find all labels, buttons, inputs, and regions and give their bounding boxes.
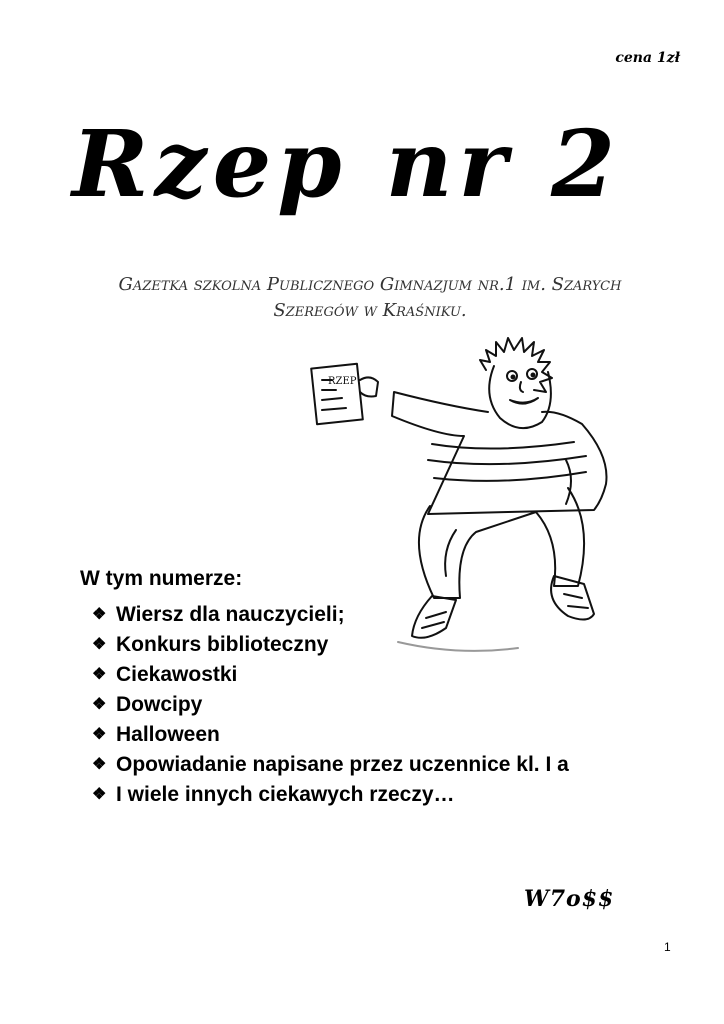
list-item	[92, 660, 569, 690]
contents-item-label: I wiele innych ciekawych rzeczy…	[116, 783, 455, 806]
contents-item-label: Opowiadanie napisane przez uczennice kl. I a	[116, 753, 569, 776]
newspaper-subtitle: Gazetka szkolna Publicznego Gimnazjum nr.1 im. Szarych Szeregów w Kraśniku.	[118, 274, 622, 321]
diamond-bullet-icon: ❖	[92, 606, 107, 623]
contents-item-label: Halloween	[116, 723, 220, 746]
diamond-bullet-icon: ❖	[92, 756, 107, 773]
list-item	[92, 780, 569, 810]
page-number: 1	[664, 940, 671, 954]
newspaper-title: Rzep nr 2	[72, 110, 621, 218]
contents-item-label: Wiersz dla nauczycieli;	[116, 603, 345, 626]
list-item	[92, 720, 569, 750]
contents-item-label: Dowcipy	[116, 693, 203, 716]
price-label: cena 1zł	[615, 50, 680, 66]
diamond-bullet-icon: ❖	[92, 786, 107, 803]
contents-heading: W tym numerze:	[80, 567, 243, 590]
diamond-bullet-icon: ❖	[92, 636, 107, 653]
diamond-bullet-icon: ❖	[92, 666, 107, 683]
list-item	[92, 750, 569, 780]
list-item	[92, 630, 569, 660]
diamond-bullet-icon: ❖	[92, 726, 107, 743]
list-item	[92, 690, 569, 720]
list-item	[92, 600, 569, 630]
contents-item-label: Konkurs biblioteczny	[116, 633, 329, 656]
contents-item-label: Ciekawostki	[116, 663, 238, 686]
svg-text:RZEP: RZEP	[328, 376, 357, 387]
contents-list	[92, 600, 569, 810]
diamond-bullet-icon: ❖	[92, 696, 107, 713]
author-signature: W7o$$	[524, 886, 615, 912]
